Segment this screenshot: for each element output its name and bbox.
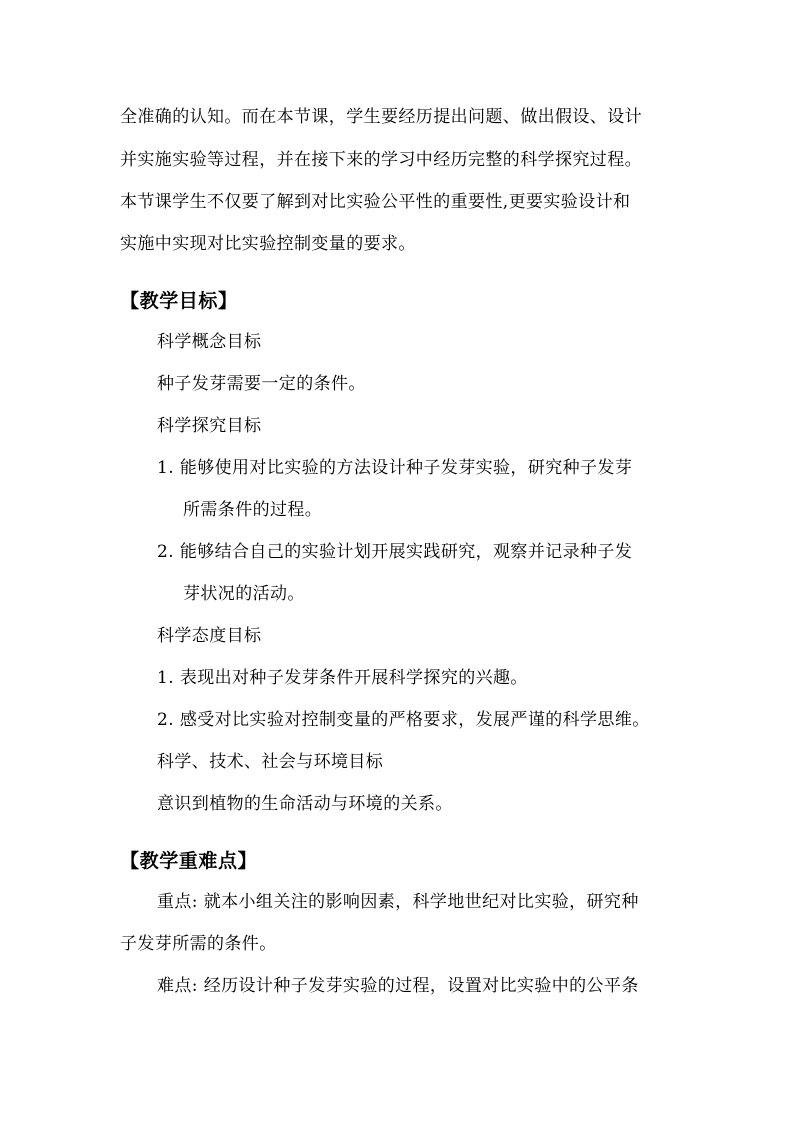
concept-objective-text: 种子发芽需要一定的条件。 (157, 374, 366, 394)
stse-objective-title: 科学、技术、社会与环境目标 (157, 752, 384, 772)
intro-paragraph-line: 本节课学生不仅要了解到对比实验公平性的重要性,更要实验设计和 (120, 192, 631, 212)
intro-paragraph-line: 并实施实验等过程，并在接下来的学习中经历完整的科学探究过程。 (120, 150, 642, 170)
intro-paragraph-line: 全准确的认知。而在本节课，学生要经历提出问题、做出假设、设计 (120, 107, 642, 127)
inquiry-item-1: 1. 能够使用对比实验的方法设计种子发芽实验，研究种子发芽 (157, 458, 633, 478)
attitude-objective-title: 科学态度目标 (157, 626, 262, 646)
difficulty-point-line: 难点: 经历设计种子发芽实验的过程，设置对比实验中的公平条 (157, 976, 639, 996)
concept-objective-title: 科学概念目标 (157, 332, 262, 352)
inquiry-objective-title: 科学探究目标 (157, 416, 262, 436)
attitude-item-1: 1. 表现出对种子发芽条件开展科学探究的兴趣。 (157, 668, 528, 688)
inquiry-item-2: 2. 能够结合自己的实验计划开展实践研究，观察并记录种子发 (157, 542, 633, 562)
intro-paragraph-line: 实施中实现对比实验控制变量的要求。 (120, 234, 416, 254)
attitude-item-2: 2. 感受对比实验对控制变量的严格要求，发展严谨的科学思维。 (157, 710, 650, 730)
inquiry-item-2-continued: 芽状况的活动。 (183, 584, 305, 604)
section-heading-objectives: 【教学目标】 (120, 290, 238, 312)
stse-objective-text: 意识到植物的生命活动与环境的关系。 (157, 794, 453, 814)
inquiry-item-1-continued: 所需条件的过程。 (183, 500, 323, 520)
focus-point-line-continued: 子发芽所需的条件。 (120, 934, 277, 954)
section-heading-key-points: 【教学重难点】 (120, 850, 258, 872)
focus-point-line: 重点: 就本小组关注的影响因素，科学地世纪对比实验，研究种 (157, 892, 639, 912)
